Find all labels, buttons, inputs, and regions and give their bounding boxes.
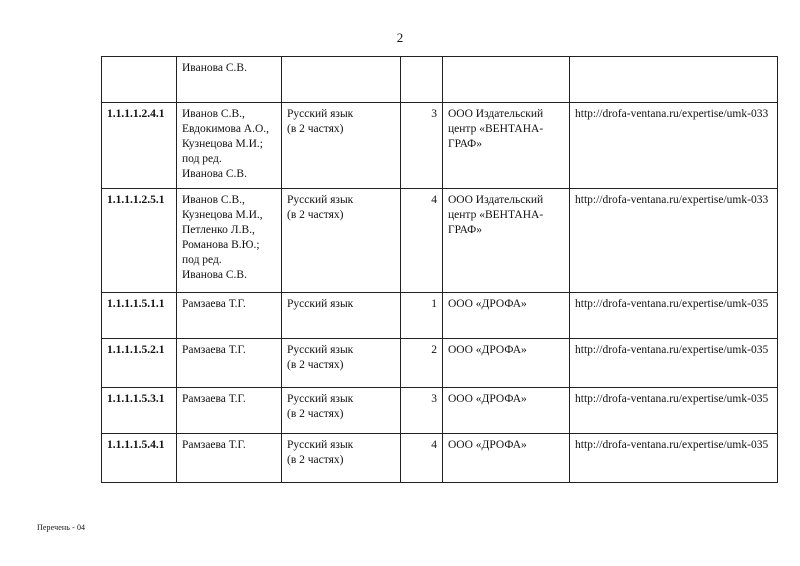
- cell-url: http://drofa-ventana.ru/expertise/umk-035: [570, 388, 778, 434]
- page-number: 2: [396, 30, 404, 45]
- cell-authors-line: Иванова С.В.: [182, 269, 247, 281]
- cell-grade: [401, 57, 443, 103]
- cell-subject-line: Русский язык: [287, 194, 354, 206]
- cell-authors-line: Рамзаева Т.Г.: [182, 393, 246, 405]
- table-row: [102, 388, 778, 434]
- cell-authors: [177, 189, 282, 293]
- cell-authors-line: Иванова С.В.: [182, 168, 247, 180]
- cell-publisher-line: ООО «ДРОФА»: [448, 393, 527, 405]
- cell-authors-line: Иванов С.В.,: [182, 194, 245, 206]
- cell-authors: [177, 103, 282, 189]
- cell-code: 1.1.1.1.5.2.1: [102, 339, 177, 388]
- cell-grade: 3: [401, 388, 443, 434]
- textbook-list-table: [101, 56, 778, 483]
- cell-grade: 3: [401, 103, 443, 189]
- cell-subject: [282, 388, 401, 434]
- cell-grade: 2: [401, 339, 443, 388]
- cell-url: http://drofa-ventana.ru/expertise/umk-035: [570, 293, 778, 339]
- cell-grade: 1: [401, 293, 443, 339]
- cell-authors-line: Рамзаева Т.Г.: [182, 439, 246, 451]
- cell-subject-line: Русский язык: [287, 108, 354, 120]
- cell-subject: [282, 293, 401, 339]
- cell-subject-line: (в 2 частях): [287, 123, 344, 135]
- cell-publisher: [443, 189, 570, 293]
- cell-authors: [177, 293, 282, 339]
- cell-authors: [177, 339, 282, 388]
- cell-subject-line: Русский язык: [287, 393, 354, 405]
- table-row: [102, 339, 778, 388]
- cell-subject-line: (в 2 частях): [287, 454, 344, 466]
- cell-url: [570, 57, 778, 103]
- cell-publisher-line: ООО Издательский: [448, 108, 544, 120]
- cell-code: 1.1.1.1.2.4.1: [102, 103, 177, 189]
- cell-url: http://drofa-ventana.ru/expertise/umk-035: [570, 339, 778, 388]
- cell-grade: 4: [401, 434, 443, 483]
- cell-authors-line: Иванова С.В.: [182, 62, 247, 74]
- cell-url: http://drofa-ventana.ru/expertise/umk-033: [570, 103, 778, 189]
- cell-code: 1.1.1.1.2.5.1: [102, 189, 177, 293]
- cell-publisher: [443, 388, 570, 434]
- cell-publisher-line: ООО Издательский: [448, 194, 544, 206]
- cell-publisher-line: центр «ВЕНТАНА-: [448, 123, 544, 135]
- cell-subject: [282, 339, 401, 388]
- cell-code: 1.1.1.1.5.1.1: [102, 293, 177, 339]
- cell-authors-line: Кузнецова М.И.;: [182, 138, 263, 150]
- cell-subject-line: (в 2 частях): [287, 209, 344, 221]
- table-row: [102, 103, 778, 189]
- cell-code: [102, 57, 177, 103]
- table-row: [102, 189, 778, 293]
- cell-publisher-line: ООО «ДРОФА»: [448, 298, 527, 310]
- cell-subject-line: (в 2 частях): [287, 408, 344, 420]
- cell-publisher: [443, 57, 570, 103]
- cell-subject: [282, 434, 401, 483]
- cell-authors-line: Иванов С.В.,: [182, 108, 245, 120]
- cell-authors-line: Романова В.Ю.;: [182, 239, 260, 251]
- cell-grade: 4: [401, 189, 443, 293]
- cell-publisher-line: ООО «ДРОФА»: [448, 344, 527, 356]
- cell-publisher-line: ООО «ДРОФА»: [448, 439, 527, 451]
- cell-subject-line: (в 2 частях): [287, 359, 344, 371]
- cell-publisher-line: ГРАФ»: [448, 224, 482, 236]
- cell-authors-line: под ред.: [182, 153, 222, 165]
- cell-publisher: [443, 339, 570, 388]
- cell-publisher-line: ГРАФ»: [448, 138, 482, 150]
- cell-authors-line: Петленко Л.В.,: [182, 224, 255, 236]
- table-row: [102, 293, 778, 339]
- cell-subject-line: Русский язык: [287, 344, 354, 356]
- cell-publisher: [443, 103, 570, 189]
- cell-authors-line: Рамзаева Т.Г.: [182, 344, 246, 356]
- cell-publisher: [443, 434, 570, 483]
- cell-subject: [282, 57, 401, 103]
- cell-authors-line: Рамзаева Т.Г.: [182, 298, 246, 310]
- cell-url: http://drofa-ventana.ru/expertise/umk-035: [570, 434, 778, 483]
- cell-authors-line: под ред.: [182, 254, 222, 266]
- cell-subject: [282, 103, 401, 189]
- table-row: [102, 434, 778, 483]
- footer-label: Перечень - 04: [37, 523, 86, 532]
- table-row: [102, 57, 778, 103]
- cell-publisher: [443, 293, 570, 339]
- cell-authors: [177, 388, 282, 434]
- cell-subject-line: Русский язык: [287, 439, 354, 451]
- cell-publisher-line: центр «ВЕНТАНА-: [448, 209, 544, 221]
- cell-authors-line: Кузнецова М.И.,: [182, 209, 263, 221]
- cell-code: 1.1.1.1.5.3.1: [102, 388, 177, 434]
- cell-url: http://drofa-ventana.ru/expertise/umk-033: [570, 189, 778, 293]
- cell-authors: [177, 434, 282, 483]
- cell-authors: [177, 57, 282, 103]
- table-body: [102, 57, 778, 483]
- cell-authors-line: Евдокимова А.О.,: [182, 123, 270, 135]
- cell-code: 1.1.1.1.5.4.1: [102, 434, 177, 483]
- cell-subject: [282, 189, 401, 293]
- cell-subject-line: Русский язык: [287, 298, 354, 310]
